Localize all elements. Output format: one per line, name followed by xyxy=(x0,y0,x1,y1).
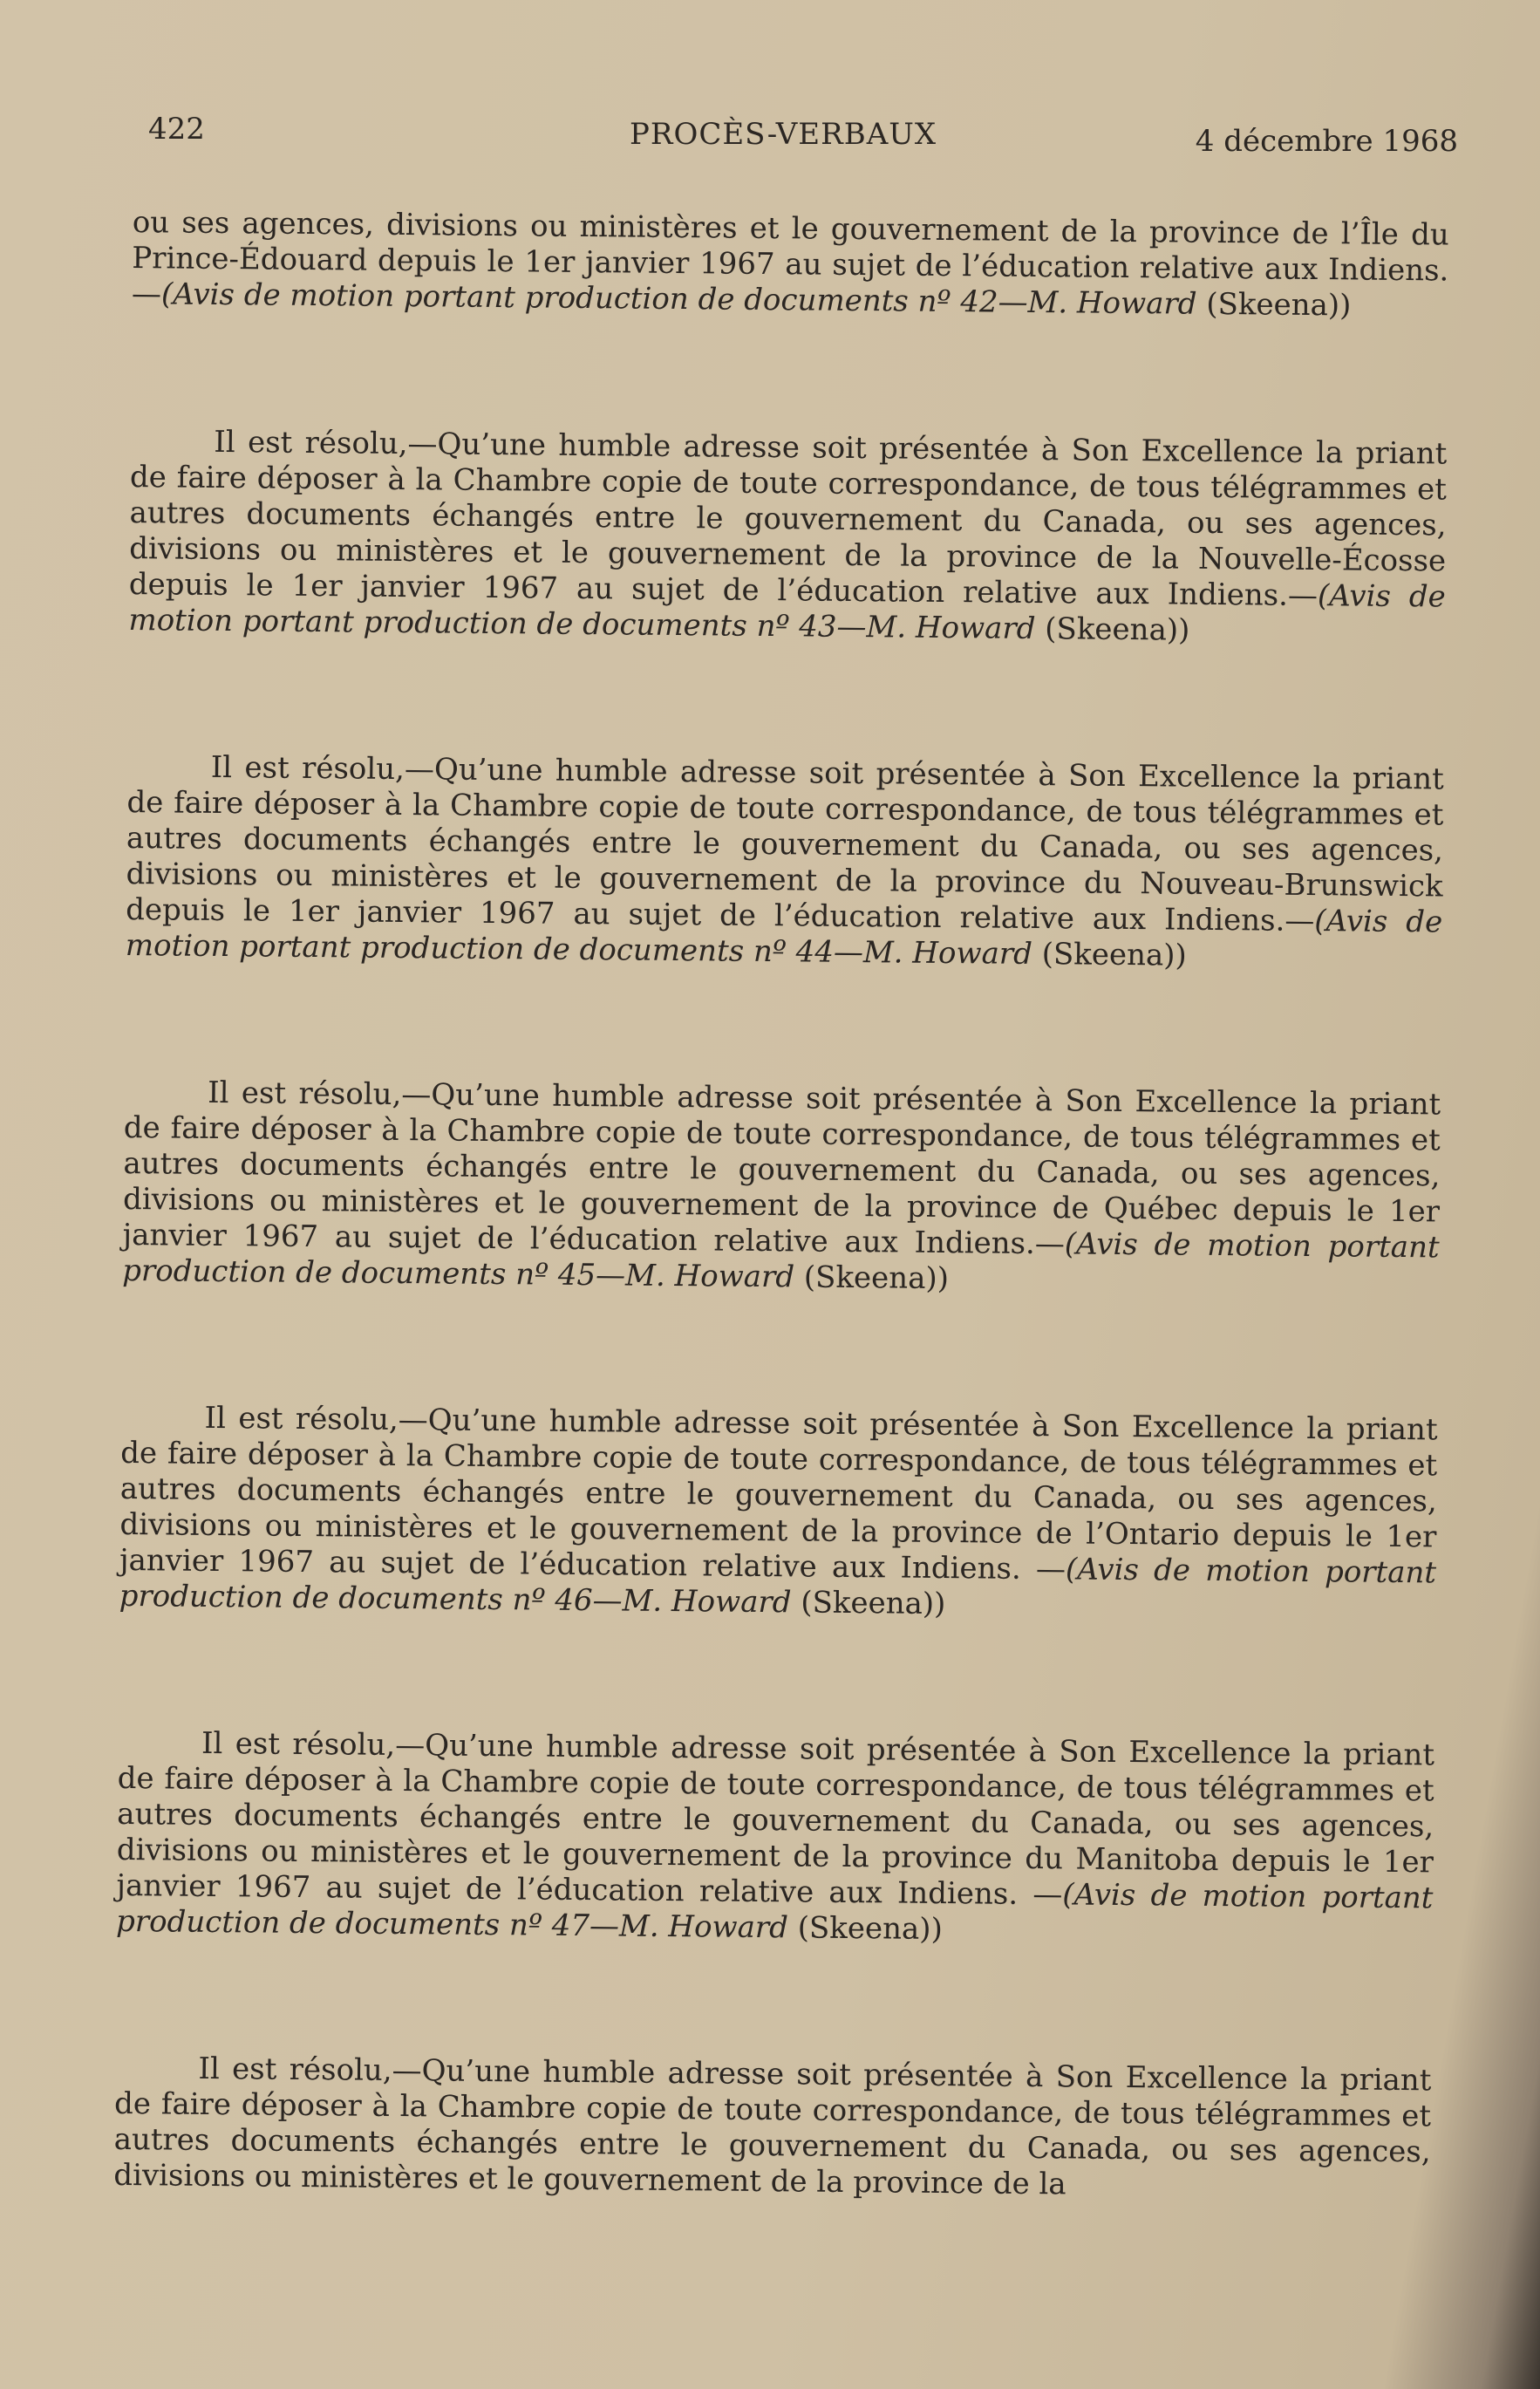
paragraph-text: Il est résolu,—Qu’une humble adresse soit présentée à Son Excellence la priant de faire déposer à la Chambre copie de toute correspondance, de tous télégrammes et autres documents échangés entre le gouvernement du Canada, ou ses agences, divisions ou ministères et le gouvernement de la province de l’Ontario depuis le 1er janvier 1967 au sujet de l’éducation relative aux Indiens. — xyxy=(119,1400,1438,1587)
paragraph xyxy=(128,424,1447,651)
document-body xyxy=(113,205,1449,2206)
citation-tail: (Skeena)) xyxy=(1035,611,1190,648)
paragraph-text: Il est résolu,—Qu’une humble adresse soit présentée à Son Excellence la priant de faire déposer à la Chambre copie de toute correspondance, de tous télégrammes et autres documents échangés entre le gouvernement du Canada, ou ses agences, divisions ou ministères et le gouvernement de la province du Nouveau-Brunswick depuis le 1er janvier 1967 au sujet de l’éducation relative aux Indiens.— xyxy=(126,749,1444,939)
paragraph xyxy=(126,749,1444,976)
motion-citation: (Avis de motion portant production de documents nº 44—M. Howard xyxy=(125,904,1443,972)
citation-tail: (Skeena)) xyxy=(1196,286,1352,324)
motion-citation: (Avis de motion portant production de documents nº 45—M. Howard xyxy=(122,1226,1440,1295)
motion-citation: (Avis de motion portant production de documents nº 43—M. Howard xyxy=(128,578,1446,646)
running-title: PROCÈS-VERBAUX xyxy=(630,117,937,152)
paragraph xyxy=(116,1725,1434,1952)
paragraph xyxy=(132,205,1449,324)
paragraph xyxy=(119,1400,1437,1627)
citation-tail: (Skeena)) xyxy=(1032,936,1187,973)
citation-tail: (Skeena)) xyxy=(787,1910,944,1948)
page-number: 422 xyxy=(148,112,205,147)
paragraph-text: Il est résolu,—Qu’une humble adresse soit présentée à Son Excellence la priant de faire déposer à la Chambre copie de toute correspondance, de tous télégrammes et autres documents échangés entre le gouvernement du Canada, ou ses agences, divisions ou ministères et le gouvernement de la province de Québec depuis le 1er janvier 1967 au sujet de l’éducation relative aux Indiens.— xyxy=(122,1075,1441,1262)
motion-citation: (Avis de motion portant production de documents nº 47—M. Howard xyxy=(115,1877,1434,1946)
paragraph-text: Il est résolu,—Qu’une humble adresse soit présentée à Son Excellence la priant de faire déposer à la Chambre copie de toute correspondance, de tous télégrammes et autres documents échangés entre le gouvernement du Canada, ou ses agences, divisions ou ministères et le gouvernement de la province du Manitoba depuis le 1er janvier 1967 au sujet de l’éducation relative aux Indiens. — xyxy=(116,1725,1435,1913)
citation-tail: (Skeena)) xyxy=(794,1259,950,1297)
motion-citation: (Avis de motion portant production de documents nº 42—M. Howard xyxy=(160,276,1197,322)
page-header xyxy=(141,112,1458,164)
paragraph-text: ou ses agences, divisions ou ministères et le gouvernement de la province de l’Île du Prince-Édouard depuis le 1er janvier 1967 au sujet de l’éducation relative aux Indiens.— xyxy=(131,205,1449,312)
paragraph xyxy=(113,2051,1432,2206)
paragraph-text: Il est résolu,—Qu’une humble adresse soit présentée à Son Excellence la priant de faire déposer à la Chambre copie de toute correspondance, de tous télégrammes et autres documents échangés entre le gouvernement du Canada, ou ses agences, divisions ou ministères et le gouvernement de la province de la Nouvelle-Écosse depuis le 1er janvier 1967 au sujet de l’éducation relative aux Indiens.— xyxy=(128,424,1448,614)
paragraph xyxy=(122,1075,1441,1301)
citation-tail: (Skeena)) xyxy=(791,1585,946,1622)
header-date: 4 décembre 1968 xyxy=(1195,124,1458,159)
paragraph-text: Il est résolu,—Qu’une humble adresse soit présentée à Son Excellence la priant de faire déposer à la Chambre copie de toute correspondance, de tous télégrammes et autres documents échangés entre le gouvernement du Canada, ou ses agences, divisions ou ministères et le gouvernement de la province de la xyxy=(113,2051,1432,2202)
motion-citation: (Avis de motion portant production de documents nº 46—M. Howard xyxy=(119,1552,1437,1621)
